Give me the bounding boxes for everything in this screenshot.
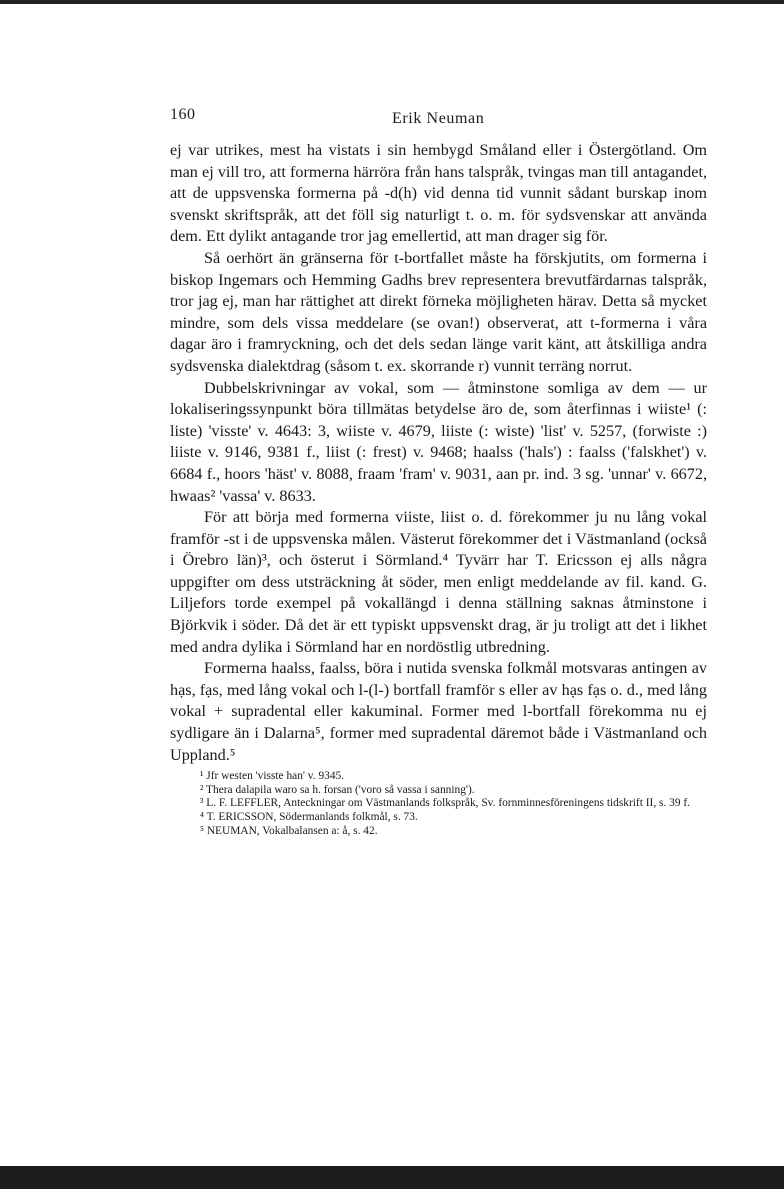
scan-edge-bottom xyxy=(0,1166,784,1189)
footnote-1: ¹ Jfr westen 'visste han' v. 9345. xyxy=(200,770,345,783)
body-text xyxy=(170,140,707,766)
footnote-3: ³ L. F. LEFFLER, Anteckningar om Västmanlands folkspråk, Sv. fornminnesföreningens tidskrift II, s. 39 f. xyxy=(200,797,691,810)
paragraph-3: Dubbelskrivningar av vokal, som — åtminstone somliga av dem — ur lokaliseringssynpunkt böra tillmätas betydelse äro de, som återfinnas i wiiste¹ (: liste) 'visste' v. 4643: 3, wiiste v. 4679, liiste (: wiste) 'list' v. 5257, (forwiste :) liiste v. 9146, 9381 f., liist (: frest) v. 9468; haalss ('hals') : faalss ('falskhet') v. 6684 f., hoors 'häst' v. 8088, fraam 'fram' v. 9031, aan pr. ind. 3 sg. 'unnar' v. 6672, hwaas² 'vassa' v. 8633. xyxy=(170,378,707,505)
page-header xyxy=(170,100,707,140)
running-title: Erik Neuman xyxy=(392,110,485,127)
paragraph-2: Så oerhört än gränserna för t-bortfallet måste ha förskjutits, om formerna i biskop Ingemars och Hemming Gadhs brev representera brevutfärdarnas talspråk, tror jag ej, man har rättighet att direkt förneka möjligheten härav. Detta så mycket mindre, som dels vissa meddelare (se ovan!) observerat, att t-formerna i våra dagar äro i framryckning, och det dels sedan länge varit känt, att åtskilliga andra sydsvenska dialektdrag (såsom t. ex. skorrande r) vunnit terräng norrut. xyxy=(170,248,707,375)
page-number: 160 xyxy=(170,106,196,123)
footnote-4: ⁴ T. ERICSSON, Södermanlands folkmål, s. 73. xyxy=(200,811,418,823)
scan-edge-top xyxy=(0,0,784,4)
footnote-5: ⁵ NEUMAN, Vokalbalansen a: å, s. 42. xyxy=(200,824,378,837)
paragraph-5: Formerna haalss, faalss, böra i nutida svenska folkmål motsvaras antingen av hạs, fạs, med lång vokal och l-(l-) bortfall framför s eller av hạs fạs o. d., med lång vokal + supradental eller kakuminal. Former med l-bortfall förekomma nu ej sydligare än i Dalarna⁵, former med supradental däremot både i Västmanland och Uppland.⁵ xyxy=(170,659,707,764)
paragraph-4: För att börja med formerna viiste, liist o. d. förekommer ju nu lång vokal framför -st i de uppsvenska målen. Västerut förekommer det i Västmanland (också i Örebro län)³, och österut i Sörmland.⁴ Tyvärr har T. Ericsson ej alls några uppgifter om dess utsträckning åt söder, men enligt meddelande av fil. kand. G. Liljefors torde exempel på vokallängd i denna ställning saknas åtminstone i Björkvik i söder. Då det är ett typiskt uppsvenskt drag, är ju troligt att det i likhet med andra dylika i Sörmland har en nordöstlig utbredning. xyxy=(170,508,707,656)
footnotes xyxy=(170,770,707,838)
paragraph-1: ej var utrikes, mest ha vistats i sin hembygd Småland eller i Östergötland. Om man ej vill tro, att formerna härröra från hans talspråk, tvingas man till antagandet, att de uppsvenska formerna på -d(h) vid denna tid vunnit sådant burskap inom svenskt skriftspråk, att det föll sig naturligt t. o. m. för sydsvenskar att använda dem. Ett dylikt antagande tror jag emellertid, att man drager sig för. xyxy=(170,141,707,246)
footnote-2: ² Thera dalapila waro sa h. forsan ('voro så vassa i sanning'). xyxy=(200,783,475,796)
book-page xyxy=(170,100,707,838)
